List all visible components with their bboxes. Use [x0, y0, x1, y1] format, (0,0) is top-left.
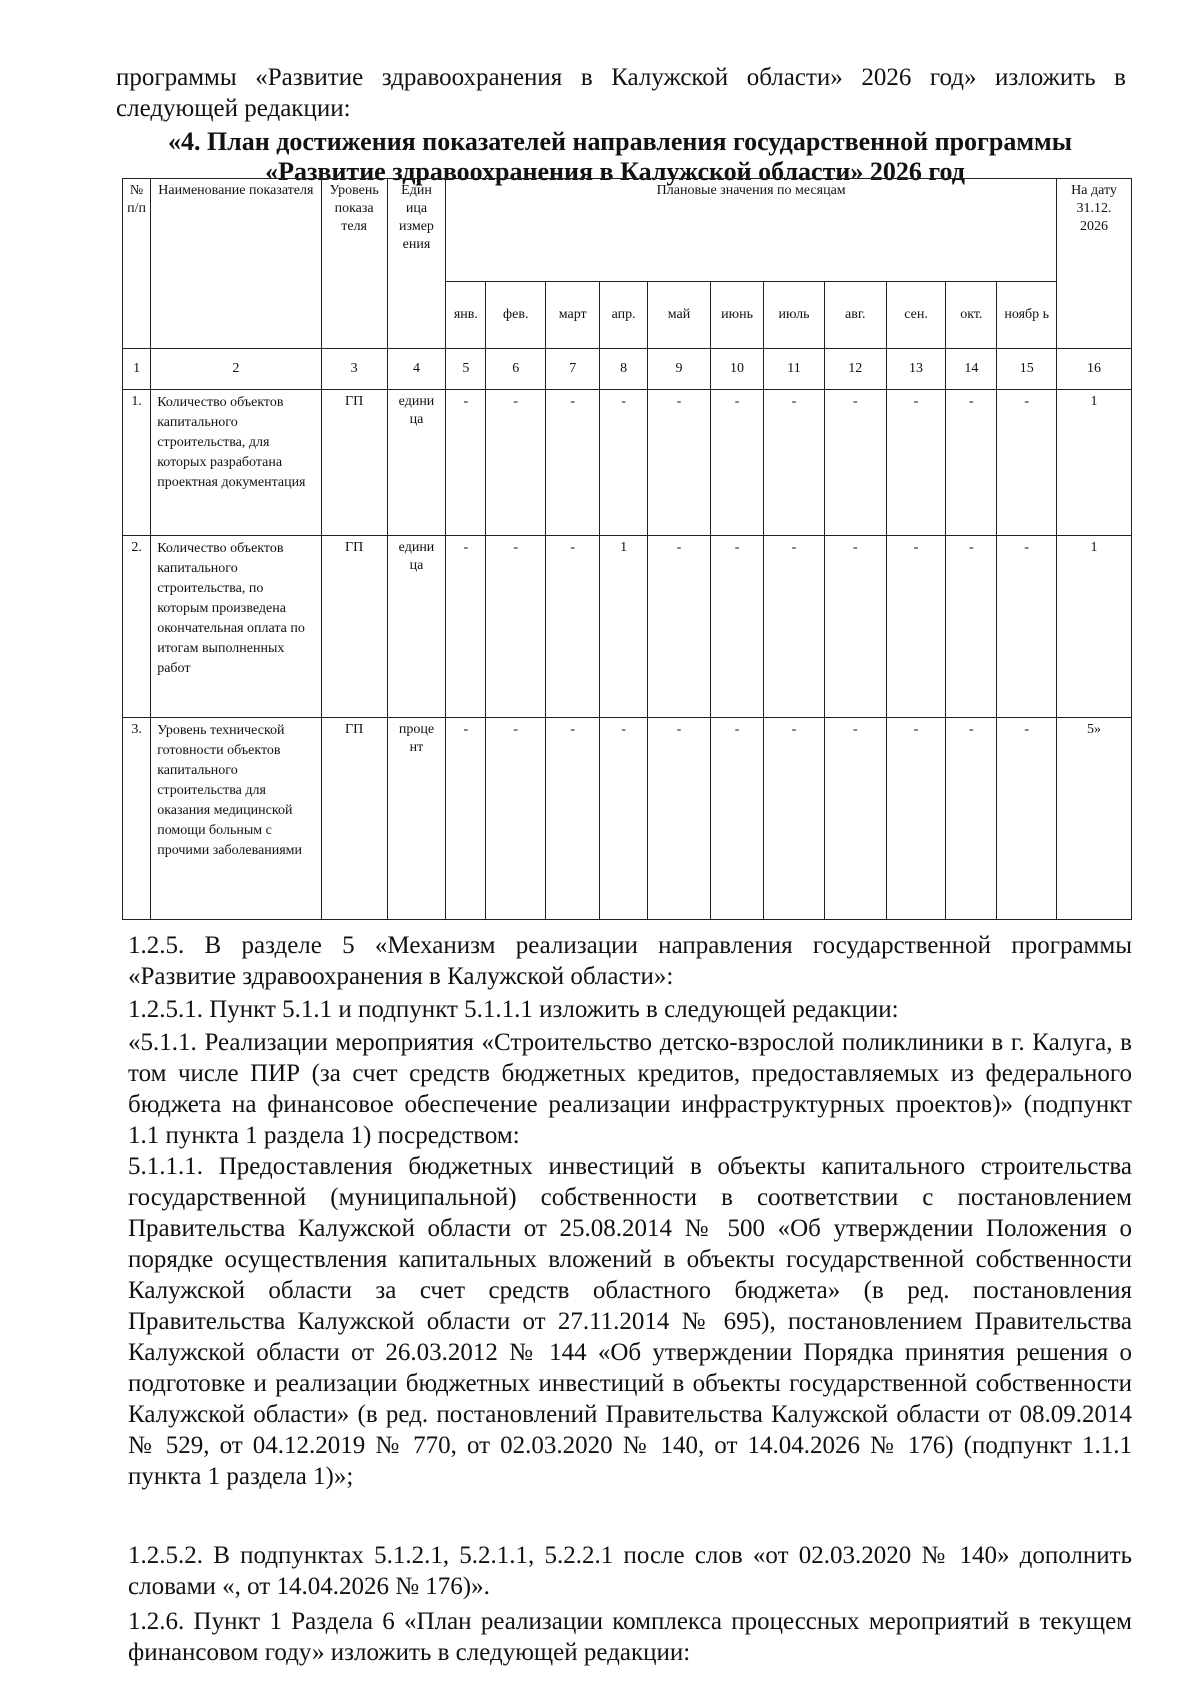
row-num: 3.: [123, 718, 151, 920]
month-value: -: [764, 390, 825, 536]
indicators-table: [122, 178, 1132, 920]
column-number: 9: [648, 349, 711, 390]
month-header: июнь: [710, 282, 763, 349]
row-unit: едини ца: [387, 536, 446, 718]
month-header: апр.: [600, 282, 648, 349]
column-number: 11: [764, 349, 825, 390]
month-value: -: [546, 536, 600, 718]
header-num: № п/п: [123, 179, 151, 349]
paragraph-1-2-6: 1.2.6. Пункт 1 Раздела 6 «План реализации комплекса процессных мероприятий в текущем финансовом году» изложить в следующей редакции:: [128, 1608, 1132, 1666]
month-value: -: [764, 718, 825, 920]
row-level: ГП: [321, 718, 387, 920]
month-value: -: [710, 536, 763, 718]
month-value: -: [446, 536, 486, 718]
row-unit: проце нт: [387, 718, 446, 920]
header-date: На дату 31.12. 2026: [1057, 179, 1132, 349]
table-row: [123, 536, 1132, 718]
month-value: -: [764, 536, 825, 718]
month-header: июль: [764, 282, 825, 349]
month-header: ноябр ь: [997, 282, 1057, 349]
month-value: -: [886, 536, 946, 718]
header-name: Наименование показателя: [151, 179, 321, 349]
intro-paragraph: программы «Развитие здравоохранения в Калужской области» 2026 год» изложить в следующей редакции:: [116, 64, 1126, 122]
month-header: окт.: [946, 282, 997, 349]
month-value: -: [486, 536, 546, 718]
month-value: -: [886, 718, 946, 920]
month-value: -: [824, 390, 886, 536]
month-value: -: [600, 718, 648, 920]
month-value: -: [446, 718, 486, 920]
column-number: 2: [151, 349, 321, 390]
column-number: 16: [1057, 349, 1132, 390]
month-value: -: [997, 390, 1057, 536]
month-header: май: [648, 282, 711, 349]
month-header: сен.: [886, 282, 946, 349]
paragraph-5-1-1-1: 5.1.1.1. Предоставления бюджетных инвестиций в объекты капитального строительства государственной (муниципальной) собственности в соответствии с постановлением Правительства Калужской области от 25.08.2014 № 500 «Об утверждении Положения о порядке осуществления капитальных вложений в объекты государственной собственности Калужской области за счет средств областного бюджета» (в ред. постановления Правительства Калужской области от 27.11.2014 № 695), постановлением Правительства Калужской области от 26.03.2012 № 144 «Об утверждении Порядка принятия решения о подготовке и реализации бюджетных инвестиций в объекты государственной собственности Калужской области» (в ред. постановлений Правительства Калужской области от 08.09.2014 № 529, от 04.12.2019 № 770, от 02.03.2020 № 140, от 14.04.2026 № 176) (подпункт 1.1.1 пункта 1 раздела 1)»;: [128, 1153, 1132, 1490]
month-value: -: [446, 390, 486, 536]
header-planned: Плановые значения по месяцам: [446, 179, 1057, 282]
month-value: -: [546, 390, 600, 536]
month-header: март: [546, 282, 600, 349]
row-indicator-name: Количество объектов капитального строительства, для которых разработана проектная документация: [151, 390, 321, 536]
row-num: 1.: [123, 390, 151, 536]
year-end-value: 5»: [1057, 718, 1132, 920]
row-num: 2.: [123, 536, 151, 718]
header-level: Уровень показа теля: [321, 179, 387, 349]
row-unit: едини ца: [387, 390, 446, 536]
year-end-value: 1: [1057, 390, 1132, 536]
column-number: 6: [486, 349, 546, 390]
month-value: -: [546, 718, 600, 920]
section-title-line-1: «4. План достижения показателей направления государственной программы: [167, 127, 1073, 156]
month-header: авг.: [824, 282, 886, 349]
month-value: 1: [600, 536, 648, 718]
column-number: 10: [710, 349, 763, 390]
month-header: фев.: [486, 282, 546, 349]
month-value: -: [824, 536, 886, 718]
month-value: -: [648, 536, 711, 718]
row-indicator-name: Количество объектов капитального строительства, по которым произведена окончательная оплата по итогам выполненных работ: [151, 536, 321, 718]
header-unit: Един ица измер ения: [387, 179, 446, 349]
column-number: 15: [997, 349, 1057, 390]
section-title-line-2: «Развитие здравоохранения в Калужской области» 2026 год: [265, 157, 965, 186]
column-number: 5: [446, 349, 486, 390]
column-number: 4: [387, 349, 446, 390]
month-value: -: [997, 718, 1057, 920]
column-number: 8: [600, 349, 648, 390]
month-value: -: [824, 718, 886, 920]
month-value: -: [710, 718, 763, 920]
table-header-row: [123, 179, 1132, 282]
row-level: ГП: [321, 390, 387, 536]
month-value: -: [946, 536, 997, 718]
table-row: [123, 390, 1132, 536]
year-end-value: 1: [1057, 536, 1132, 718]
month-value: -: [710, 390, 763, 536]
paragraph-1-2-5-2: 1.2.5.2. В подпунктах 5.1.2.1, 5.2.1.1, 5.2.2.1 после слов «от 02.03.2020 № 140» дополнить словами «, от 14.04.2026 № 176)».: [128, 1542, 1132, 1600]
month-value: -: [648, 718, 711, 920]
month-value: -: [486, 718, 546, 920]
month-header: янв.: [446, 282, 486, 349]
column-number: 12: [824, 349, 886, 390]
column-number: 1: [123, 349, 151, 390]
column-number: 7: [546, 349, 600, 390]
row-level: ГП: [321, 536, 387, 718]
row-indicator-name: Уровень технической готовности объектов капитального строительства для оказания медицинской помощи больным с прочими заболеваниями: [151, 718, 321, 920]
table-row: [123, 718, 1132, 920]
month-value: -: [600, 390, 648, 536]
column-number-row: [123, 349, 1132, 390]
paragraph-1-2-5-1: 1.2.5.1. Пункт 5.1.1 и подпункт 5.1.1.1 изложить в следующей редакции:: [128, 996, 899, 1023]
month-value: -: [946, 390, 997, 536]
month-value: -: [946, 718, 997, 920]
paragraph-5-1-1: «5.1.1. Реализации мероприятия «Строительство детско-взрослой поликлиники в г. Калуга, в том числе ПИР (за счет средств бюджетных кредитов, предоставляемых из федерального бюджета на финансовое обеспечение реализации инфраструктурных проектов)» (подпункт 1.1 пункта 1 раздела 1) посредством:: [128, 1029, 1132, 1149]
month-value: -: [486, 390, 546, 536]
month-value: -: [997, 536, 1057, 718]
column-number: 3: [321, 349, 387, 390]
column-number: 13: [886, 349, 946, 390]
column-number: 14: [946, 349, 997, 390]
month-value: -: [886, 390, 946, 536]
paragraph-1-2-5: 1.2.5. В разделе 5 «Механизм реализации направления государственной программы «Развитие здравоохранения в Калужской области»:: [128, 932, 1132, 990]
month-value: -: [648, 390, 711, 536]
